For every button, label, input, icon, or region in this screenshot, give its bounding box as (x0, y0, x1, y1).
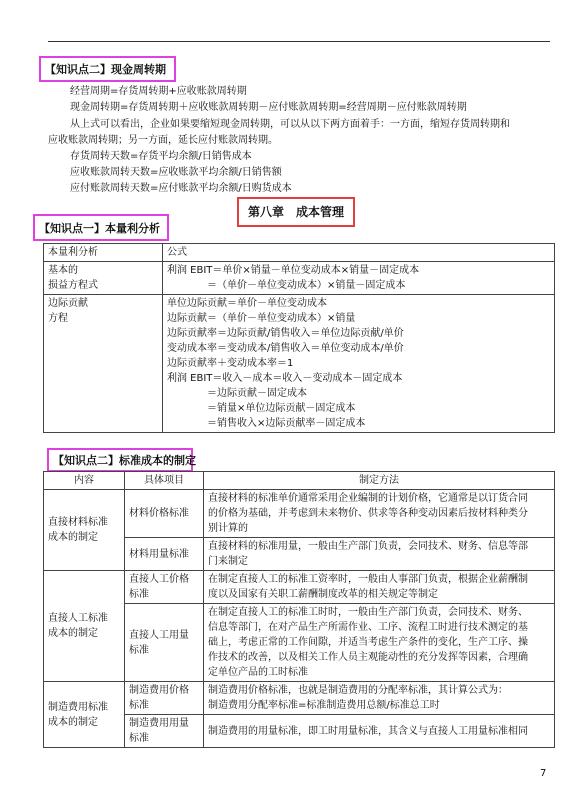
row-label: 边际贡献 方程 (44, 295, 163, 433)
method-cell: 制造费用的用量标准，即工时用量标准，其含义与直接人工用量标准相同 (204, 715, 555, 748)
text-line: 存货周转天数=存货平均余额/日销售成本 (70, 151, 252, 162)
table-header-cell: 公式 (163, 244, 555, 262)
section-heading-standard-cost: 【知识点二】标准成本的制定 (47, 448, 193, 472)
table-row (44, 490, 555, 538)
header-rule (48, 41, 550, 42)
formula-cell: 单位边际贡献＝单价－单位变动成本 边际贡献＝（单价－单位变动成本）×销量 边际贡献率＝边际贡献/销售收入＝单位边际贡献/单价 变动成本率＝变动成本/销售收入＝单位变动成本/单价 边际贡献率＋变动成本率＝1 利润 EBIT＝收入－成本＝收入－变动成本－固定成本 ＝边际贡献－固定成本 ＝销量×单位边际贡献－固定成本 ＝销售收入×边际贡献率－固定成本 (163, 295, 555, 433)
table-header-cell: 本量利分析 (44, 244, 163, 262)
table-header-cell: 具体项目 (125, 472, 204, 490)
method-cell: 直接材料的标准用量，一般由生产部门负责，会同技术、财务、信息等部 门来制定 (204, 538, 555, 571)
item-cell: 制造费用价格 标准 (125, 682, 204, 715)
content-cell: 直接人工标准 成本的制定 (44, 571, 125, 682)
content-cell: 直接材料标准 成本的制定 (44, 490, 125, 571)
item-cell: 制造费用用量 标准 (125, 715, 204, 748)
text-line: 应收账款周转期；另一方面，延长应付账款周转期。 (48, 135, 278, 146)
text-line: 从上式可以看出，企业如果要缩短现金周转期，可以从以下两方面着手：一方面，缩短存货周转期和 (70, 119, 510, 130)
section-heading-cash-cycle: 【知识点二】现金周转期 (39, 56, 176, 82)
item-cell: 材料用量标准 (125, 538, 204, 571)
table-row (44, 571, 555, 604)
text-line: 应收账款周转天数=应收账款平均余额/日销售额 (70, 167, 282, 178)
text-line: 现金周转期=存货周转期＋应收账款周转期－应付账款周转期=经营周期－应付账款周转期 (70, 102, 467, 113)
item-cell: 直接人工价格 标准 (125, 571, 204, 604)
table-row (44, 262, 555, 295)
method-cell: 直接材料的标准单价通常采用企业编制的计划价格，它通常是以订货合同 的价格为基础，并考虑到未来物价、供求等各种变动因素后按材料种类分 别计算的 (204, 490, 555, 538)
content-cell: 制造费用标准 成本的制定 (44, 682, 125, 748)
table-header-cell: 制定方法 (204, 472, 555, 490)
standard-cost-table (43, 471, 555, 748)
method-cell: 在制定直接人工的标准工时时，一般由生产部门负责，会同技术、财务、 信息等部门，在对产品生产所需作业、工序、流程工时进行技术测定的基 础上，考虑正常的工作间隙，并适当考虑生产条件的变化，生产工序、操 作技术的改善，以及相关工作人员主观能动性的充分发挥等因素，合理确 定单位产品的工时标准 (204, 604, 555, 682)
chapter-title: 第八章 成本管理 (237, 197, 355, 227)
text-line: 经营周期=存货周转期+应收账款周转期 (70, 86, 247, 97)
formula-cell: 利润 EBIT＝单价×销量－单位变动成本×销量－固定成本 ＝（单价－单位变动成本）×销量－固定成本 (163, 262, 555, 295)
item-cell: 直接人工用量 标准 (125, 604, 204, 682)
row-label: 基本的 损益方程式 (44, 262, 163, 295)
text-line: 应付账款周转天数=应付账款平均余额/日购货成本 (70, 183, 292, 194)
table-row (44, 682, 555, 715)
item-cell: 材料价格标准 (125, 490, 204, 538)
page-number: 7 (540, 768, 547, 779)
method-cell: 制造费用价格标准，也就是制造费用的分配率标准，其计算公式为： 制造费用分配率标准=标准制造费用总额/标准总工时 (204, 682, 555, 715)
section-heading-cvp: 【知识点一】本量利分析 (33, 214, 169, 241)
cvp-table (43, 243, 555, 433)
table-row (44, 295, 555, 433)
method-cell: 在制定直接人工的标准工资率时，一般由人事部门负责，根据企业薪酬制 度以及国家有关职工薪酬制度改革的相关规定等制定 (204, 571, 555, 604)
table-header-row (44, 472, 555, 490)
table-header-row (44, 244, 555, 262)
table-header-cell: 内容 (44, 472, 125, 490)
